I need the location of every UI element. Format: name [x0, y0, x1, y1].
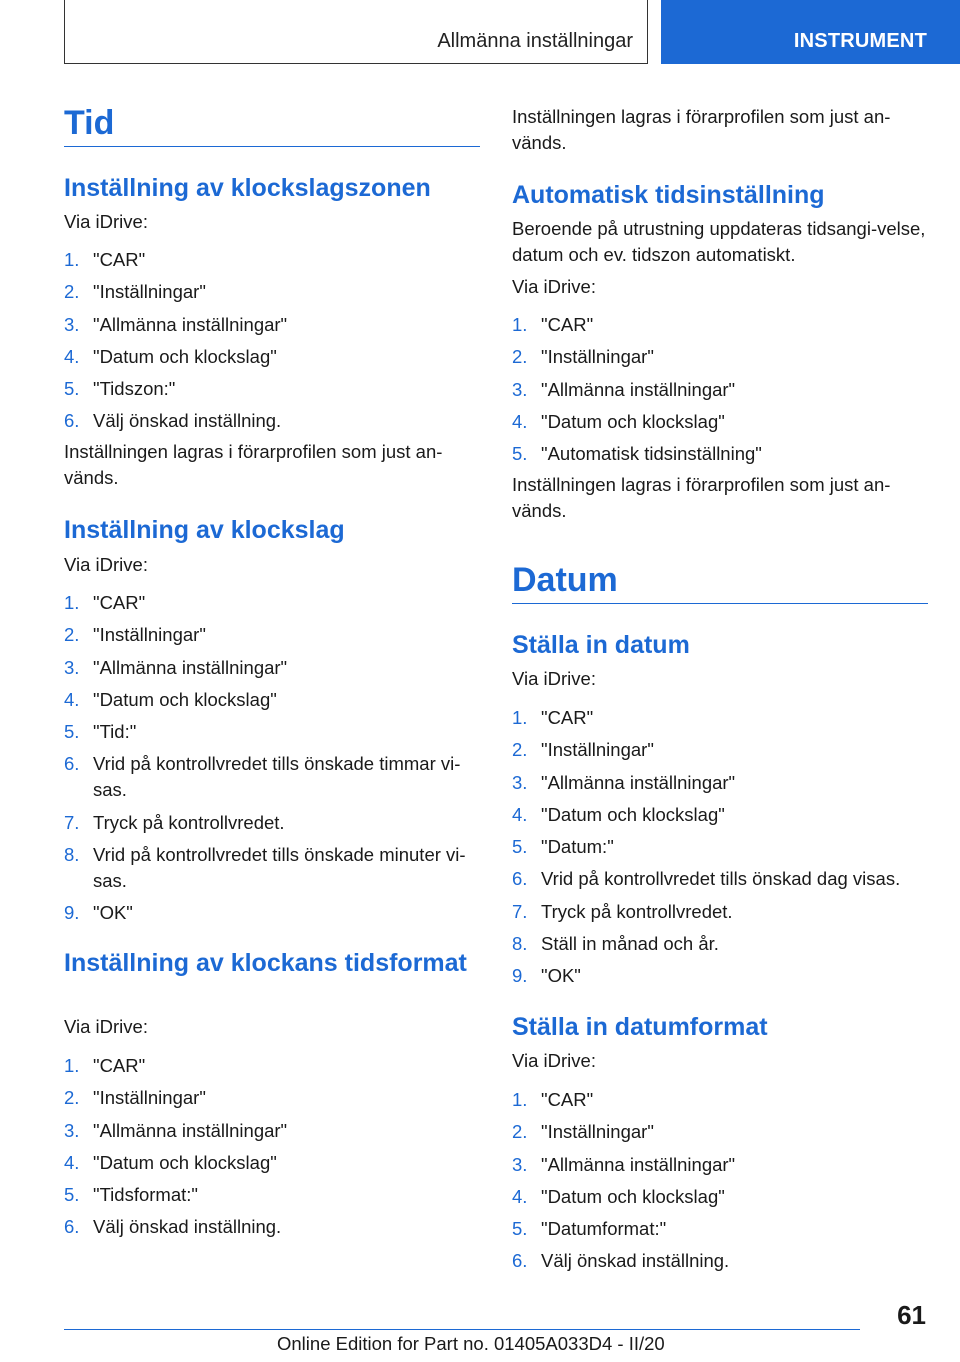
via-idrive-label: Via iDrive: [512, 1050, 596, 1071]
step-text: Vrid på kontrollvredet tills önskade timmar vi-sas. [93, 753, 461, 801]
step-number: 2. [64, 281, 80, 303]
step-number: 4. [64, 345, 80, 367]
step-number: 1. [64, 592, 80, 613]
profile-note: Inställningen lagras i förarprofilen som just an-vänds. [512, 474, 891, 521]
step-text: "Inställningar" [93, 281, 206, 303]
step-text: Välj önskad inställning. [93, 410, 282, 432]
steps-klockslagszonen [64, 247, 480, 441]
via-idrive-label: Via iDrive: [64, 211, 148, 232]
footer-rule [64, 1329, 860, 1330]
step-item [512, 409, 928, 435]
step-number: 7. [512, 900, 528, 922]
step-number: 2. [512, 346, 528, 368]
section-title-datum: Datum [512, 561, 618, 599]
step-text: "Allmänna inställningar" [93, 1119, 288, 1141]
step-number: 4. [64, 688, 80, 710]
via-idrive-label: Via iDrive: [64, 1016, 148, 1037]
step-text: "Datum och klockslag" [541, 410, 725, 432]
step-text: "Datum och klockslag" [93, 688, 277, 710]
step-text: "CAR" [93, 1055, 146, 1076]
step-item [512, 1119, 928, 1145]
step-text: "CAR" [541, 707, 594, 728]
step-text: Tryck på kontrollvredet. [93, 811, 285, 833]
step-item [512, 705, 928, 731]
step-number: 6. [64, 1216, 80, 1238]
step-item [64, 622, 480, 648]
step-item [512, 1087, 928, 1113]
step-item [64, 590, 480, 616]
heading-klockslag: Inställning av klockslag [64, 516, 345, 544]
title-underline [512, 603, 928, 604]
step-item [64, 1118, 480, 1144]
step-text: Välj önskad inställning. [93, 1216, 282, 1238]
step-text: "Inställningar" [541, 346, 654, 368]
step-item [512, 1184, 928, 1210]
step-text: Ställ in månad och år. [541, 933, 719, 955]
step-item [64, 719, 480, 745]
step-number: 6. [512, 1250, 528, 1272]
step-text: "Datum och klockslag" [93, 1151, 277, 1173]
steps-tidsformat [64, 1053, 480, 1247]
section-title-tid: Tid [64, 104, 115, 142]
step-number: 1. [64, 249, 80, 270]
step-number: 2. [64, 624, 80, 646]
step-text: "OK" [541, 965, 581, 987]
step-text: "CAR" [541, 314, 594, 335]
step-item [64, 1150, 480, 1176]
step-item [512, 737, 928, 763]
step-item [64, 344, 480, 370]
step-item [64, 247, 480, 273]
step-number: 4. [64, 1151, 80, 1173]
step-number: 8. [64, 844, 80, 866]
step-text: "Allmänna inställningar" [93, 656, 288, 678]
step-number: 3. [64, 656, 80, 678]
step-text: "Automatisk tidsinställning" [541, 443, 762, 465]
page-number: 61 [897, 1300, 926, 1330]
step-item [512, 344, 928, 370]
step-number: 1. [512, 707, 528, 728]
step-item [64, 842, 480, 894]
step-item [64, 1182, 480, 1208]
step-text: Tryck på kontrollvredet. [541, 900, 733, 922]
step-number: 6. [64, 410, 80, 432]
step-number: 5. [64, 721, 80, 743]
step-item [64, 751, 480, 803]
automatic-time-description: Beroende på utrustning uppdateras tidsangi-velse, datum och ev. tidszon automatiskt. [512, 218, 926, 265]
step-number: 8. [512, 933, 528, 955]
step-number: 1. [512, 1089, 528, 1110]
step-text: "Allmänna inställningar" [541, 378, 736, 400]
step-text: "CAR" [541, 1089, 594, 1110]
step-item [512, 802, 928, 828]
step-number: 5. [512, 836, 528, 858]
step-text: "Tid:" [93, 721, 137, 743]
step-item [64, 1053, 480, 1079]
step-number: 6. [512, 868, 528, 890]
step-item [64, 1214, 480, 1240]
profile-note: Inställningen lagras i förarprofilen som just an-vänds. [512, 106, 891, 153]
step-item [512, 931, 928, 957]
step-text: "CAR" [93, 592, 146, 613]
step-number: 5. [512, 1218, 528, 1240]
step-number: 5. [64, 1184, 80, 1206]
step-text: Vrid på kontrollvredet tills önskade minuter vi-sas. [93, 844, 466, 892]
step-number: 5. [512, 443, 528, 465]
steps-datumformat [512, 1087, 928, 1281]
step-text: "Datum och klockslag" [541, 1185, 725, 1207]
steps-automatisk [512, 312, 928, 473]
step-text: "Inställningar" [93, 1087, 206, 1109]
step-number: 2. [512, 739, 528, 761]
step-number: 9. [512, 965, 528, 987]
step-item [512, 1152, 928, 1178]
via-idrive-label: Via iDrive: [512, 276, 596, 297]
step-number: 4. [512, 803, 528, 825]
step-text: "Allmänna inställningar" [541, 1153, 736, 1175]
step-text: "CAR" [93, 249, 146, 270]
step-item [512, 770, 928, 796]
step-item [64, 1085, 480, 1111]
step-number: 4. [512, 1185, 528, 1207]
via-idrive-label: Via iDrive: [512, 668, 596, 689]
header-section-box [64, 0, 648, 64]
header-chapter-tab[interactable] [661, 0, 960, 64]
header-section-title: Allmänna inställningar [437, 30, 633, 52]
step-number: 7. [64, 811, 80, 833]
step-number: 5. [64, 378, 80, 400]
heading-klockslagszonen: Inställning av klockslagszonen [64, 174, 431, 202]
step-number: 1. [64, 1055, 80, 1076]
step-text: "Datumformat:" [541, 1218, 667, 1240]
step-number: 3. [512, 771, 528, 793]
step-item [64, 810, 480, 836]
step-item [512, 312, 928, 338]
step-text: "Tidszon:" [93, 378, 176, 400]
step-item [512, 834, 928, 860]
step-item [64, 408, 480, 434]
title-underline [64, 146, 480, 147]
profile-note: Inställningen lagras i förarprofilen som just an-vänds. [64, 441, 443, 488]
step-number: 3. [512, 378, 528, 400]
steps-klockslag [64, 590, 480, 933]
step-number: 2. [64, 1087, 80, 1109]
step-item [512, 866, 928, 892]
heading-stalla-in-datum: Ställa in datum [512, 631, 690, 659]
step-text: "Allmänna inställningar" [541, 771, 736, 793]
step-text: "Datum och klockslag" [541, 803, 725, 825]
step-text: Välj önskad inställning. [541, 1250, 730, 1272]
step-text: "Inställningar" [93, 624, 206, 646]
step-number: 3. [64, 1119, 80, 1141]
step-item [512, 1248, 928, 1274]
step-item [512, 963, 928, 989]
step-text: "Datum och klockslag" [93, 345, 277, 367]
heading-automatisk-tidsinstallning: Automatisk tidsinställning [512, 181, 825, 209]
step-text: "Allmänna inställningar" [93, 313, 288, 335]
step-item [64, 376, 480, 402]
step-item [64, 279, 480, 305]
step-number: 9. [64, 902, 80, 924]
heading-datumformat: Ställa in datumformat [512, 1013, 768, 1041]
step-text: "OK" [93, 902, 133, 924]
step-text: Vrid på kontrollvredet tills önskad dag visas. [541, 868, 901, 890]
step-item [64, 655, 480, 681]
step-item [64, 900, 480, 926]
step-text: "Inställningar" [541, 739, 654, 761]
via-idrive-label: Via iDrive: [64, 554, 148, 575]
step-item [512, 1216, 928, 1242]
step-item [64, 687, 480, 713]
step-item [64, 312, 480, 338]
footer-edition[interactable]: Online Edition for Part no. 01405A033D4 - II/20 [277, 1333, 665, 1354]
header-chapter-label: INSTRUMENT [793, 30, 927, 52]
step-text: "Datum:" [541, 836, 614, 858]
step-number: 6. [64, 753, 80, 775]
step-number: 4. [512, 410, 528, 432]
step-text: "Inställningar" [541, 1121, 654, 1143]
step-item [512, 899, 928, 925]
step-number: 3. [512, 1153, 528, 1175]
step-item [512, 377, 928, 403]
heading-tidsformat: Inställning av klockans tidsformat [64, 949, 467, 977]
step-item [512, 441, 928, 467]
step-number: 3. [64, 313, 80, 335]
step-number: 2. [512, 1121, 528, 1143]
step-number: 1. [512, 314, 528, 335]
step-text: "Tidsformat:" [93, 1184, 198, 1206]
steps-datum [512, 705, 928, 996]
